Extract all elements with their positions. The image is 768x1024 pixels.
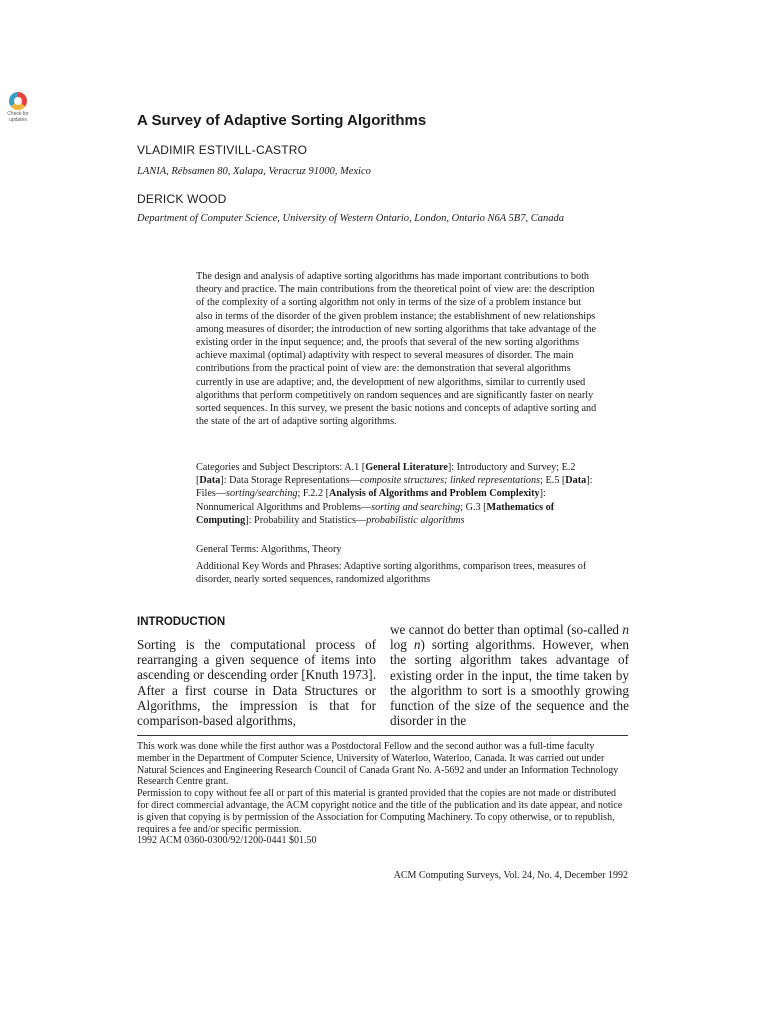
copyright-line: 1992 ACM 0360-0300/92/1200-0441 $01.50 [137,835,317,847]
intro-column-right: we cannot do better than optimal (so-called n log n) sorting algorithms. However, when the sorting algorithm takes advantage of existing order in the input, the time taken by the algorithm to sort is a smoothly growing function of the size of the sequence and the disorder in the [390,622,629,729]
general-terms: General Terms: Algorithms, Theory [196,544,342,555]
section-heading: INTRODUCTION [137,616,226,628]
abstract: The design and analysis of adaptive sorting algorithms has made important contributions to both theory and practice. The main contributions from the theoretical point of view are: the description of the complexity of a sorting algorithm not only in terms of the size of a problem instance but also in terms of the disorder of the given problem instance; the establishment of new relationships among measures of disorder; the introduction of new sorting algorithms that take advantage of the existing order in the input sequence; and, the proofs that several of the new sorting algorithms achieve maximal (optimal) adaptivity with respect to several measures of disorder. The main contributions from the practical point of view are: the demonstration that several algorithms currently in use are adaptive; and, the development of new algorithms, similar to currently used algorithms that perform competitively on random sequences and are significantly faster on nearly sorted sequences. In this survey, we present the basic notions and concepts of adaptive sorting and the state of the art of adaptive sorting algorithms. [196,271,597,428]
permission-note: Permission to copy without fee all or part of this material is granted provided that the copies are not made or distributed for direct commercial advantage, the ACM copyright notice and the title of the publication and its date appear, and notice is given that copying is by permission of the Association for Computing Machinery. To copy otherwise, or to republish, requires a fee and/or specific permission. [137,788,623,835]
crossmark-icon [9,92,27,110]
funding-note: This work was done while the first author was a Postdoctoral Fellow and the second author was a full-time faculty member in the Department of Computer Science, University of Waterloo, Waterloo, Canada. It was carried out under Natural Sciences and Engineering Research Council of Canada Grant No. A-5692 and under an Information Technology Research Centre grant. [137,741,619,788]
categories-and-subject-descriptors: Categories and Subject Descriptors: A.1 [General Literature]: Introductory and Survey; E.2 [Data]: Data Storage Representations—composite structures; linked representations; E.5 [Data]: Files—sorting/searching; F.2.2 [Analysis of Algorithms and Problem Complexity]: Nonnumerical Algorithms and Problems—sorting and searching; G.3 [Mathematics of Computing]: Probability and Statistics—probabilistic algorithms [196,462,593,526]
paper-title: A Survey of Adaptive Sorting Algorithms [137,112,427,129]
author-name: DERICK WOOD [137,192,227,206]
author-affiliation: LANIA, Rébsamen 80, Xalapa, Veracruz 91000, Mexico [137,166,371,177]
author-affiliation: Department of Computer Science, University of Western Ontario, London, Ontario N6A 5B7, Canada [137,213,564,224]
author-name: VLADIMIR ESTIVILL-CASTRO [137,143,308,157]
check-for-updates-badge[interactable] [2,92,34,124]
intro-column-left: Sorting is the computational process of rearranging a given sequence of items into ascending or descending order [Knuth 1973]. After a first course in Data Structures or Algorithms, the impression is that for comparison-based algorithms, [137,637,376,729]
badge-label: Check for updates [7,111,29,123]
footnote-divider [137,735,628,736]
journal-footer: ACM Computing Surveys, Vol. 24, No. 4, December 1992 [393,870,628,881]
additional-keywords: Additional Key Words and Phrases: Adaptive sorting algorithms, comparison trees, measures of disorder, nearly sorted sequences, randomized algorithms [196,561,587,586]
footnote [137,741,628,847]
